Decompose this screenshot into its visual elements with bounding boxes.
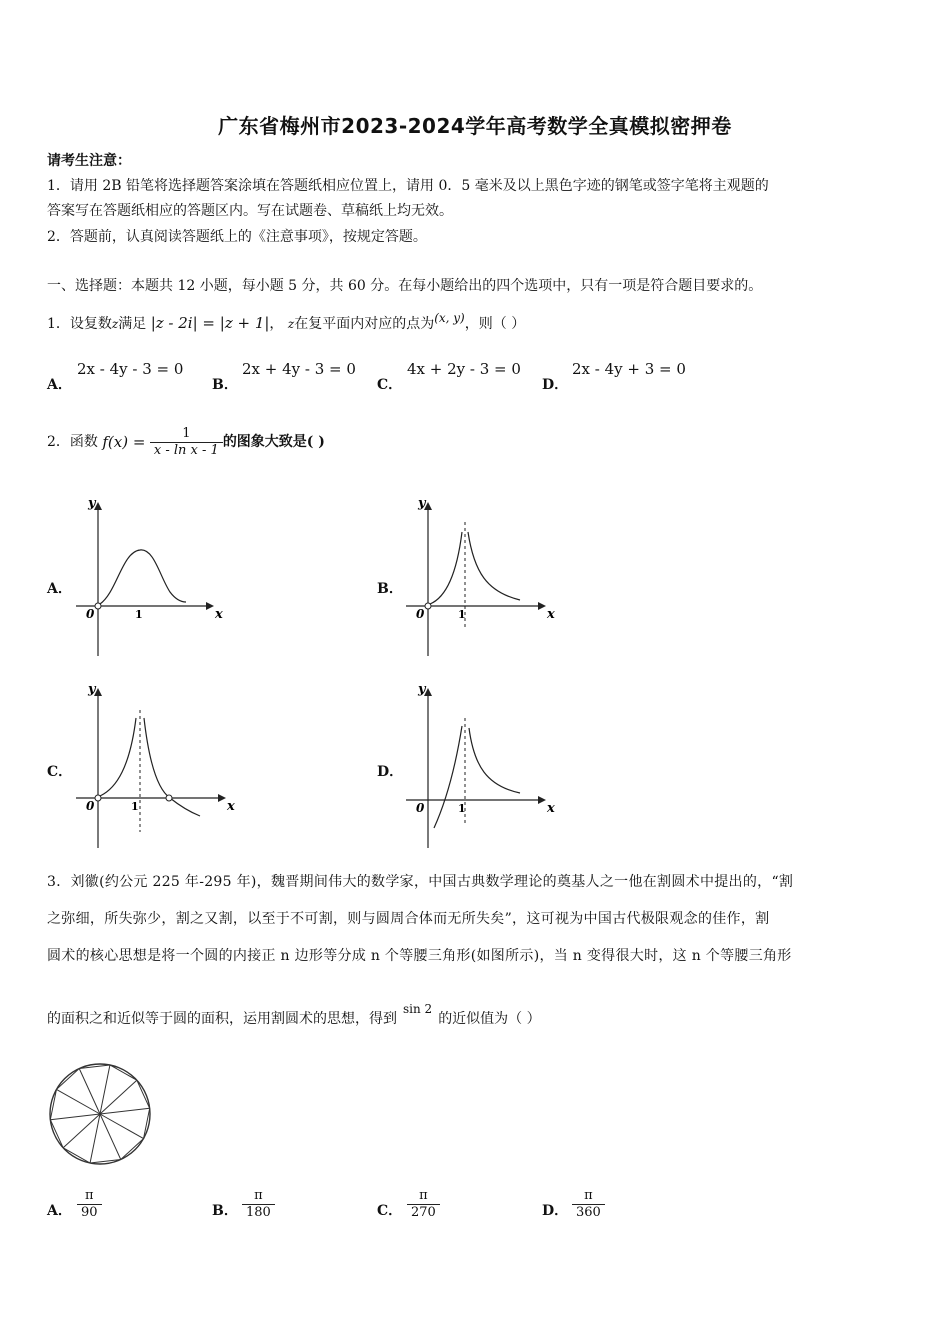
tick-one-label: 1 bbox=[458, 802, 466, 815]
q1-comma: ， bbox=[269, 316, 284, 332]
section-heading: 一、选择题：本题共 12 小题，每小题 5 分，共 60 分。在每小题给出的四个选项中，只有一项是符合题目要求的。 bbox=[47, 278, 763, 294]
q3-option-b-label: B． bbox=[212, 1203, 238, 1219]
q1-point: (x, y) bbox=[434, 311, 465, 325]
origin-label: 0 bbox=[416, 801, 425, 815]
q3-option-c-fraction bbox=[407, 1188, 440, 1221]
origin-label: 0 bbox=[86, 607, 95, 621]
notice-heading: 请考生注意： bbox=[47, 153, 131, 169]
y-label: y bbox=[418, 496, 426, 511]
left-branch bbox=[430, 532, 462, 604]
q3-option-c-label: C． bbox=[377, 1203, 403, 1219]
open-circle-origin bbox=[95, 795, 101, 801]
q1-option-d-label: D． bbox=[542, 377, 569, 393]
left-branch bbox=[100, 718, 136, 796]
origin-label: 0 bbox=[86, 799, 95, 813]
q3-option-b[interactable] bbox=[212, 1188, 332, 1232]
q3-option-c-den: 270 bbox=[407, 1204, 440, 1221]
notice-item-1b: 答案写在答题纸相应的答题区内。写在试题卷、草稿纸上均无效。 bbox=[47, 203, 453, 219]
q1-option-b-expr: 2x + 4y - 3 = 0 bbox=[242, 360, 356, 378]
q3-line-4-a: 的面积之和近似等于圆的面积，运用割圆术的思想，得到 bbox=[47, 1011, 397, 1027]
q1-option-a-label: A． bbox=[47, 377, 72, 393]
polygon-edge bbox=[137, 1080, 150, 1108]
q3-line-4-b: 的近似值为（ ） bbox=[438, 1011, 541, 1027]
open-circle bbox=[95, 603, 101, 609]
q3-circle-figure bbox=[46, 1060, 156, 1170]
q1-var-z: z bbox=[111, 317, 119, 331]
q3-line-2: 之弥细，所失弥少，割之又割，以至于不可割，则与圆周合体而无所失矣”，这可视为中国古代极限观念的佳作，割 bbox=[47, 911, 770, 927]
spoke-line bbox=[100, 1114, 121, 1159]
q1-option-d-expr: 2x - 4y + 3 = 0 bbox=[572, 360, 686, 378]
q1-option-b-label: B． bbox=[212, 377, 238, 393]
q1-mid: 满足 bbox=[118, 316, 147, 332]
open-circle bbox=[425, 603, 431, 609]
q2-graph-a bbox=[62, 492, 242, 662]
origin-label: 0 bbox=[416, 607, 425, 621]
q1-suffix: ，则（ ） bbox=[464, 316, 526, 332]
q2-fraction bbox=[150, 426, 223, 459]
question-1 bbox=[47, 312, 525, 335]
y-label: y bbox=[88, 496, 96, 511]
right-branch bbox=[468, 532, 520, 600]
q1-text2: 在复平面内对应的点为 bbox=[294, 316, 435, 332]
q3-sin2: sin 2 bbox=[403, 1002, 433, 1016]
polygon-edge bbox=[50, 1120, 63, 1148]
q3-option-a-label: A． bbox=[47, 1203, 72, 1219]
polygon-edge bbox=[63, 1148, 90, 1163]
q2-lhs: f(x) = bbox=[102, 433, 146, 451]
q2-suffix: 的图象大致是( ) bbox=[222, 434, 325, 450]
polygon-spokes bbox=[50, 1065, 149, 1163]
spoke-line bbox=[100, 1114, 144, 1139]
q3-option-c[interactable] bbox=[377, 1188, 497, 1232]
x-axis-arrow-icon bbox=[538, 796, 546, 804]
right-branch bbox=[469, 728, 520, 793]
q2-option-c-label[interactable]: C． bbox=[47, 764, 73, 780]
q3-option-b-num: π bbox=[254, 1188, 263, 1203]
q3-option-d-num: π bbox=[584, 1188, 593, 1203]
spoke-line bbox=[56, 1089, 100, 1114]
q2-option-d-label[interactable]: D． bbox=[377, 764, 404, 780]
question-2 bbox=[47, 422, 325, 462]
q1-option-c-label: C． bbox=[377, 377, 403, 393]
q1-option-c-expr: 4x + 2y - 3 = 0 bbox=[407, 360, 521, 378]
q1-option-a-expr: 2x - 4y - 3 = 0 bbox=[77, 360, 184, 378]
tick-one-label: 1 bbox=[458, 608, 466, 621]
q3-line-1: 3．刘徽(约公元 225 年-295 年)，魏晋期间伟大的数学家，中国古典数学理论的奠基人之一他在割圆术中提出的，“割 bbox=[47, 874, 794, 890]
q3-option-a-num: π bbox=[85, 1188, 94, 1203]
q3-option-d-den: 360 bbox=[572, 1204, 605, 1221]
q2-denominator: x - ln x - 1 bbox=[150, 442, 223, 459]
y-label: y bbox=[88, 682, 96, 697]
x-label: x bbox=[215, 607, 223, 622]
spoke-line bbox=[100, 1108, 150, 1114]
polygon-edge bbox=[56, 1069, 79, 1090]
y-label: y bbox=[418, 682, 426, 697]
tick-one-label: 1 bbox=[131, 800, 139, 813]
q2-graph-c bbox=[62, 676, 252, 851]
spoke-line bbox=[50, 1114, 100, 1120]
notice-item-1a: 1．请用 2B 铅笔将选择题答案涂填在答题纸相应位置上，请用 0．5 毫米及以上黑色字迹的钢笔或签字笔将主观题的 bbox=[47, 178, 769, 194]
x-axis-arrow-icon bbox=[538, 602, 546, 610]
x-axis-arrow-icon bbox=[206, 602, 214, 610]
q2-graph-b bbox=[392, 492, 572, 662]
q3-option-d[interactable] bbox=[542, 1188, 662, 1232]
x-label: x bbox=[547, 607, 555, 622]
q2-graph-d bbox=[392, 676, 572, 851]
q3-option-a[interactable] bbox=[47, 1188, 167, 1232]
x-axis-arrow-icon bbox=[218, 794, 226, 802]
open-circle-root bbox=[166, 795, 172, 801]
x-label: x bbox=[547, 801, 555, 816]
q3-line-4 bbox=[47, 1002, 541, 1030]
x-label: x bbox=[227, 799, 235, 814]
q1-var-z2: z bbox=[287, 317, 295, 331]
right-branch bbox=[144, 718, 200, 816]
q1-prefix: 1．设复数 bbox=[47, 316, 112, 332]
q3-line-3: 圆术的核心思想是将一个圆的内接正 n 边形等分成 n 个等腰三角形(如图所示)，当 n 变得很大时，这 n 个等腰三角形 bbox=[47, 948, 792, 964]
q3-option-a-fraction bbox=[77, 1188, 102, 1221]
q2-option-b-label[interactable]: B． bbox=[377, 581, 403, 597]
q3-option-b-fraction bbox=[242, 1188, 275, 1221]
q1-condition: |z - 2i| = |z + 1| bbox=[150, 314, 270, 332]
q3-option-d-fraction bbox=[572, 1188, 605, 1221]
q3-option-b-den: 180 bbox=[242, 1204, 275, 1221]
tick-one-label: 1 bbox=[135, 608, 143, 621]
page-title: 广东省梅州市2023-2024学年高考数学全真模拟密押卷 bbox=[218, 114, 732, 138]
q2-prefix: 2．函数 bbox=[47, 434, 98, 450]
polygon-edge bbox=[121, 1139, 144, 1160]
function-curve bbox=[100, 550, 186, 604]
q3-option-d-label: D． bbox=[542, 1203, 569, 1219]
q3-option-a-den: 90 bbox=[77, 1204, 102, 1221]
q3-option-c-num: π bbox=[419, 1188, 428, 1203]
q2-numerator: 1 bbox=[182, 425, 191, 441]
spoke-line bbox=[79, 1069, 100, 1114]
notice-item-2: 2．答题前，认真阅读答题纸上的《注意事项》，按规定答题。 bbox=[47, 229, 427, 245]
q2-option-a-label[interactable]: A． bbox=[47, 581, 72, 597]
polygon-edge bbox=[110, 1065, 137, 1080]
